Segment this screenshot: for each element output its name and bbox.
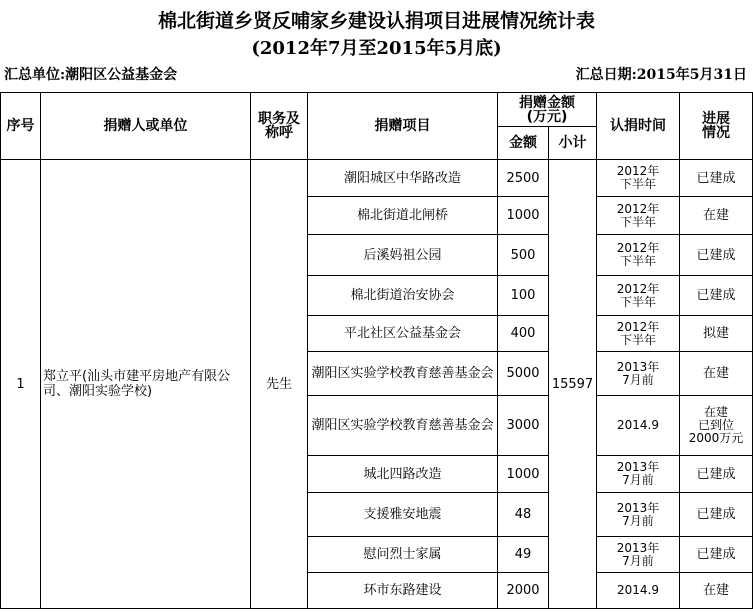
status-line1: 在建 [703,405,728,419]
amount-cell: 100 [498,276,549,316]
donation-table [0,92,753,609]
status-line1: 已建成 [696,547,736,562]
summary-unit: 汇总单位:潮阳区公益基金会 [4,67,178,83]
status-cell [680,197,753,235]
header-position-line2: 称呼 [265,125,293,141]
project-cell: 后溪妈祖公园 [308,235,498,276]
time-line1: 2012年 [616,201,660,216]
project-cell: 环市东路建设 [308,573,498,609]
status-cell [680,573,753,609]
time-cell [597,197,680,235]
title-cell: 先生 [251,160,308,609]
time-line1: 2014.9 [617,583,659,597]
header-amount-group [498,93,597,127]
table-row [1,160,753,197]
status-line3: 2000万元 [688,431,744,445]
time-cell [597,573,680,609]
time-line1: 2014.9 [617,418,659,432]
time-line1: 2012年 [616,281,660,296]
status-line1: 已建成 [696,466,736,482]
time-line1: 2013年 [616,540,660,555]
header-amount: 金额 [498,127,549,160]
donor-cell: 郑立平(汕头市建平房地产有限公司、潮阳实验学校) [41,160,251,609]
time-line2: 下半年 [619,214,656,229]
time-line2: 下半年 [619,294,656,309]
time-line1: 2012年 [616,164,660,178]
time-cell [597,276,680,316]
header-status-line1: 进展 [702,111,730,127]
status-cell [680,160,753,197]
header-subtotal: 小计 [549,127,597,160]
time-line2: 下半年 [619,332,656,347]
amount-cell: 3000 [498,396,549,456]
time-line2: 7月前 [622,513,654,528]
status-line1: 拟建 [702,326,729,341]
status-line1: 已建成 [696,288,736,303]
status-cell [680,493,753,537]
time-cell [597,493,680,537]
project-cell: 城北四路改造 [308,456,498,493]
header-seq: 序号 [1,93,41,160]
amount-cell: 2000 [498,573,549,609]
header-position [251,93,308,160]
time-line2: 7月前 [622,553,654,568]
header-donor: 捐赠人或单位 [41,93,251,160]
project-cell: 潮阳区实验学校教育慈善基金会 [308,352,498,396]
header-time: 认捐时间 [597,93,680,160]
status-cell [680,316,753,352]
status-line1: 已建成 [696,247,736,263]
time-line1: 2013年 [616,460,660,474]
amount-cell: 1000 [498,456,549,493]
project-cell: 平北社区公益基金会 [308,316,498,352]
amount-cell: 400 [498,316,549,352]
amount-cell: 1000 [498,197,549,235]
summary-date: 汇总日期:2015年5月31日 [575,67,747,83]
time-line2: 7月前 [622,473,654,487]
status-cell [680,276,753,316]
time-cell [597,235,680,276]
status-cell [680,352,753,396]
header-position-line1: 职务及 [258,111,300,127]
status-line2: 已到位 [697,418,734,432]
amount-cell: 48 [498,493,549,537]
time-line1: 2012年 [616,241,660,255]
project-cell: 棉北街道治安协会 [308,276,498,316]
project-cell: 潮阳区实验学校教育慈善基金会 [308,396,498,456]
table-subtitle: (2012年7月至2015年5月底) [251,38,502,59]
project-cell: 支援雅安地震 [308,493,498,537]
status-line1: 在建 [702,366,729,381]
header-project: 捐赠项目 [308,93,498,160]
project-cell: 慰问烈士家属 [308,537,498,573]
time-line2: 7月前 [622,372,654,387]
time-line1: 2012年 [616,319,660,334]
project-cell: 棉北街道北闸桥 [308,197,498,235]
time-line1: 2013年 [616,500,660,515]
time-cell [597,396,680,456]
status-line1: 已建成 [696,170,736,186]
amount-cell: 2500 [498,160,549,197]
time-line2: 下半年 [619,177,656,191]
status-cell [680,537,753,573]
status-cell [680,456,753,493]
time-line1: 2013年 [616,359,660,374]
time-cell [597,456,680,493]
amount-cell: 5000 [498,352,549,396]
time-cell [597,160,680,197]
status-line1: 在建 [702,208,729,223]
table-title: 棉北街道乡贤反哺家乡建设认捐项目进展情况统计表 [157,10,595,32]
header-status-line2: 情况 [702,125,730,141]
header-amount-line2: (万元) [526,108,568,125]
status-line1: 在建 [702,583,729,598]
status-cell [680,396,753,456]
time-line2: 下半年 [619,254,656,268]
time-cell [597,352,680,396]
header-status [680,93,753,160]
amount-cell: 500 [498,235,549,276]
amount-cell: 49 [498,537,549,573]
header-amount-line1: 捐赠金额 [519,94,575,111]
time-cell [597,537,680,573]
status-line1: 已建成 [696,507,736,522]
project-cell: 潮阳城区中华路改造 [308,160,498,197]
seq-cell: 1 [1,160,41,609]
status-cell [680,235,753,276]
subtotal-cell: 15597 [549,160,597,609]
time-cell [597,316,680,352]
